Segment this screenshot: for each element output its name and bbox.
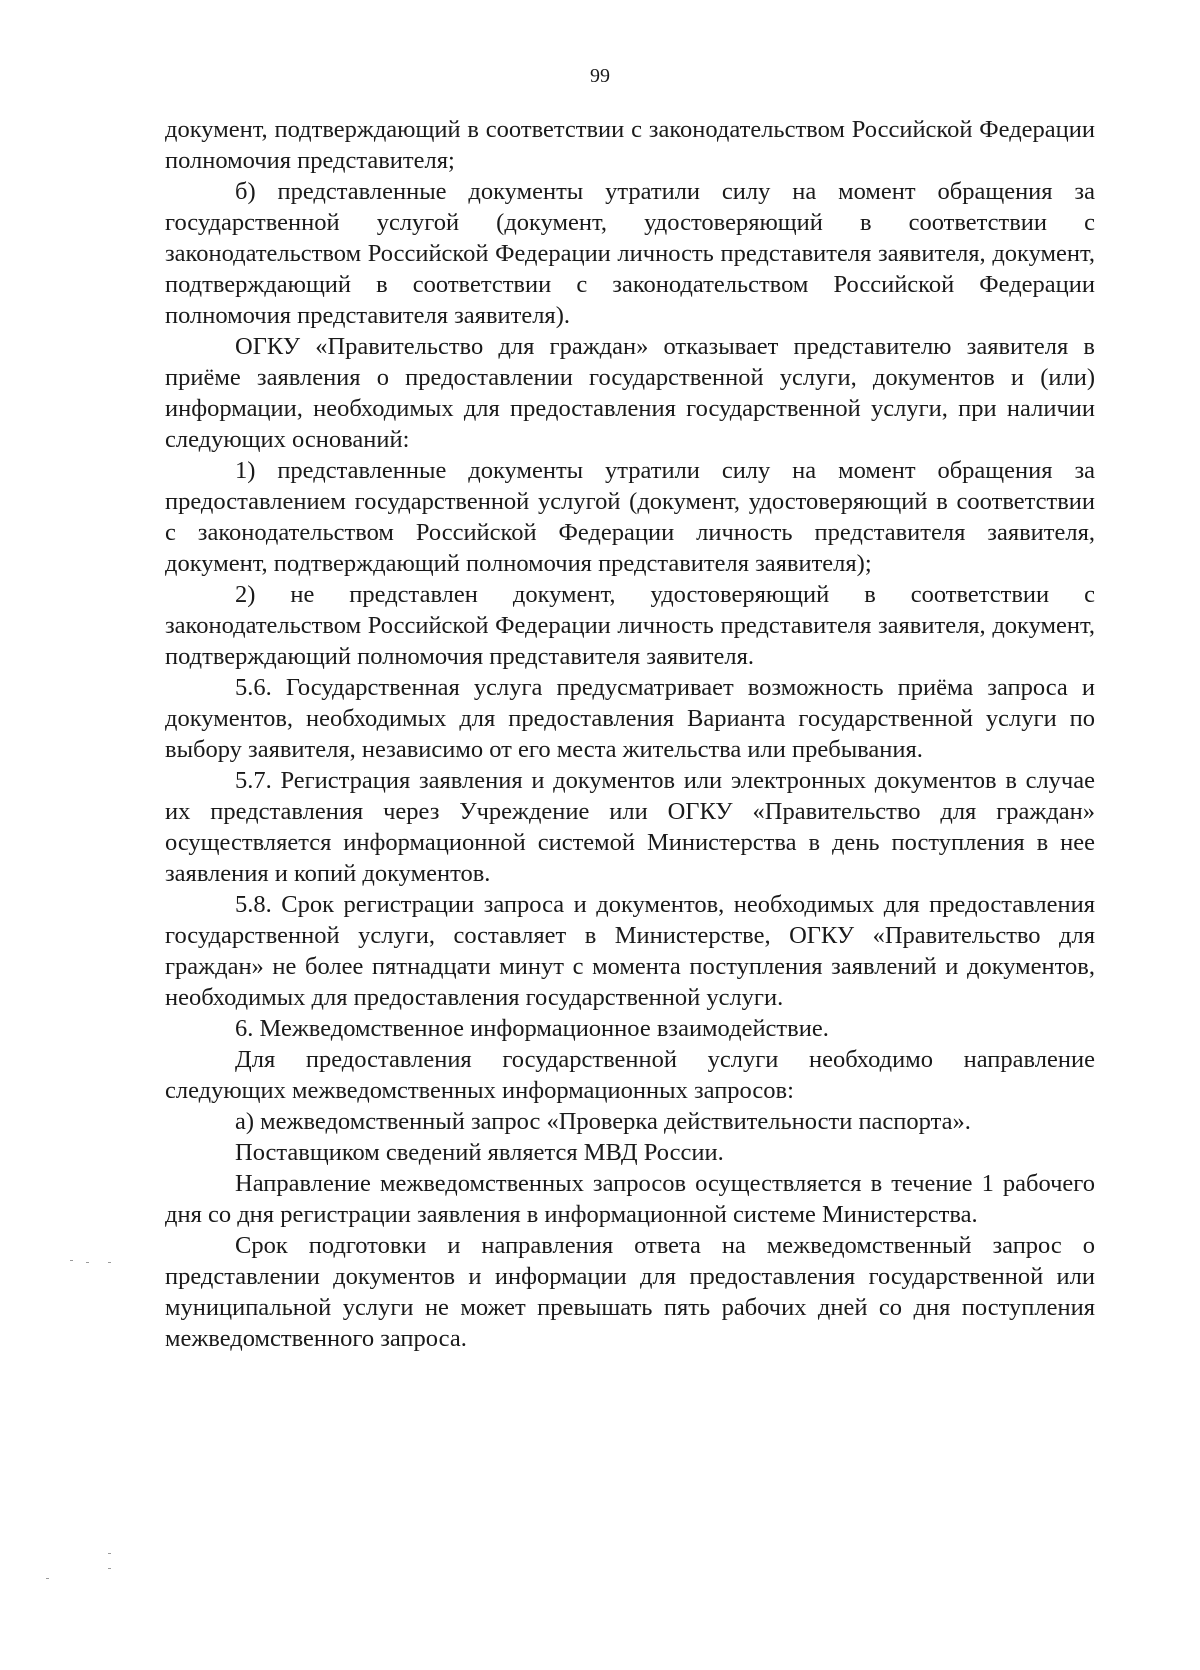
scan-speck [86,1262,89,1263]
paragraph: Поставщиком сведений является МВД России. [235,1139,724,1166]
scan-speck [108,1262,111,1263]
paragraph: 2) не представлен документ, удостоверяющий в соответствии с законодательством Российской Федерации личность представителя заявителя, документ, подтверждающий полномочия представителя заявителя. [165,581,1095,670]
paragraph: документ, подтверждающий в соответствии с законодательством Российской Федерации полномочия представителя; [165,116,1095,174]
scan-speck [70,1260,73,1261]
paragraph: б) представленные документы утратили силу на момент обращения за государственной услугой (документ, удостоверяющий в соответствии с законодательством Российской Федерации личность представителя заявителя, документ, подтверждающий в соответствии с законодательством Российской Федерации полномочия представителя заявителя). [165,178,1095,329]
scan-speck [108,1553,111,1554]
paragraph: ОГКУ «Правительство для граждан» отказывает представителю заявителя в приёме заявления о предоставлении государственной услуги, документов и (или) информации, необходимых для предоставления государственной услуги, при наличии следующих оснований: [165,333,1095,453]
scan-speck [46,1578,49,1579]
paragraph: Для предоставления государственной услуги необходимо направление следующих межведомственных информационных запросов: [165,1046,1095,1104]
scan-speck [108,1568,111,1569]
paragraph: 1) представленные документы утратили силу на момент обращения за предоставлением государственной услугой (документ, удостоверяющий в соответствии с законодательством Российской Федерации личность представителя заявителя, документ, подтверждающий полномочия представителя заявителя); [165,457,1095,577]
paragraph: 5.8. Срок регистрации запроса и документов, необходимых для предоставления государственной услуги, составляет в Министерстве, ОГКУ «Правительство для граждан» не более пятнадцати минут с момента поступления заявлений и документов, необходимых для предоставления государственной услуги. [165,891,1095,1011]
paragraph: Направление межведомственных запросов осуществляется в течение 1 рабочего дня со дня регистрации заявления в информационной системе Министерства. [165,1170,1095,1228]
paragraph: Срок подготовки и направления ответа на межведомственный запрос о представлении документов и информации для предоставления государственной или муниципальной услуги не может превышать пять рабочих дней со дня поступления межведомственного запроса. [165,1232,1095,1352]
paragraph: 5.7. Регистрация заявления и документов или электронных документов в случае их представления через Учреждение или ОГКУ «Правительство для граждан» осуществляется информационной системой Министерства в день поступления в нее заявления и копий документов. [165,767,1095,887]
section-heading: 6. Межведомственное информационное взаимодействие. [235,1015,829,1042]
page-number: 99 [590,65,610,87]
paragraph: 5.6. Государственная услуга предусматривает возможность приёма запроса и документов, необходимых для предоставления Варианта государственной услуги по выбору заявителя, независимо от его места жительства или пребывания. [165,674,1095,763]
paragraph: а) межведомственный запрос «Проверка действительности паспорта». [235,1108,971,1135]
document-body [165,114,1095,1354]
